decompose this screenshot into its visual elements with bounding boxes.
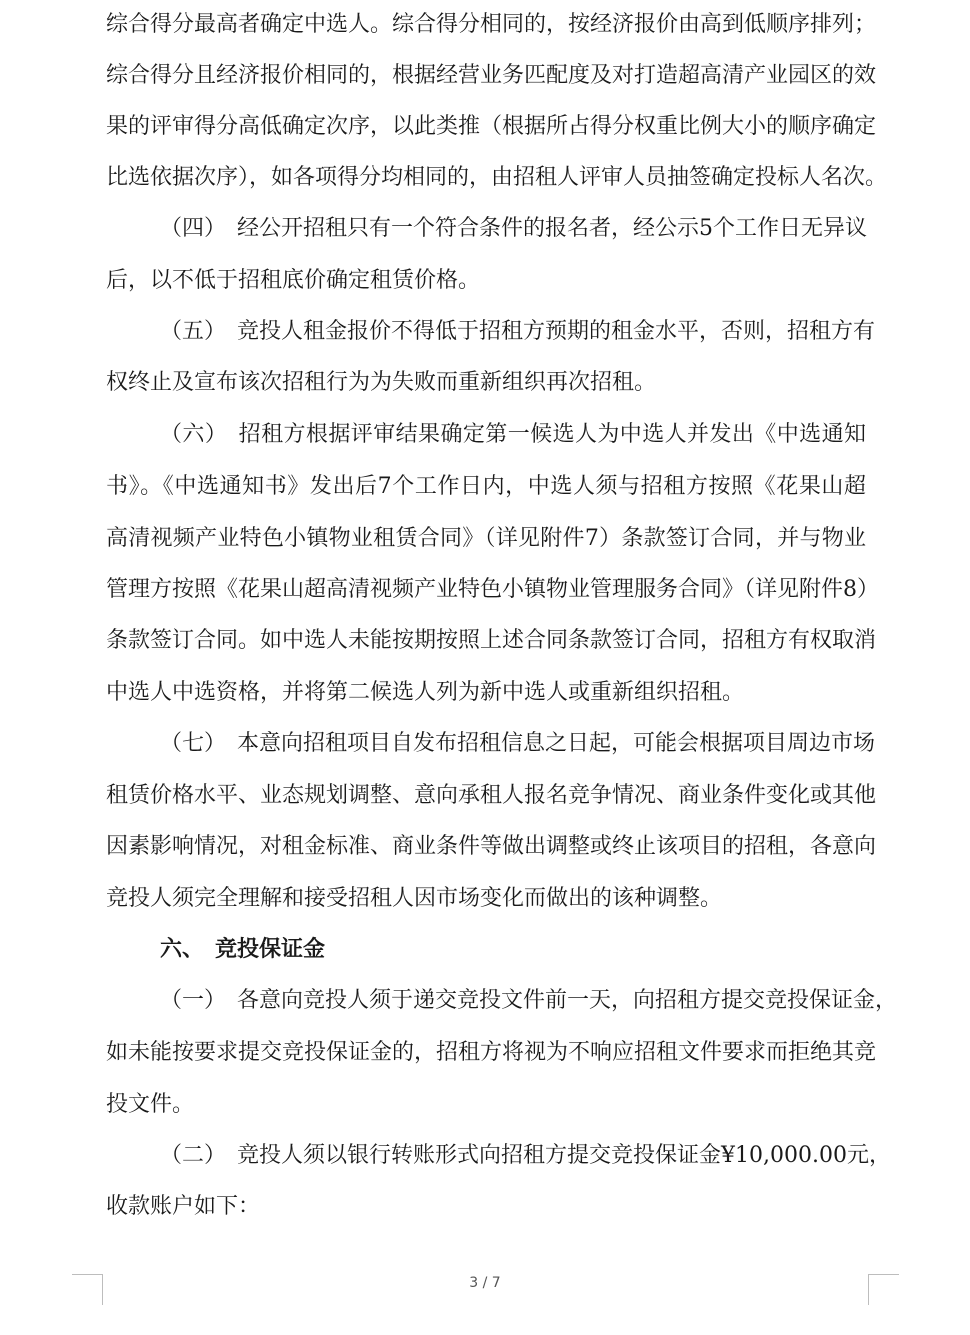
paragraph-line: 收款账户如下： xyxy=(106,1194,261,1219)
paragraph-line: 比选依据次序），如各项得分均相同的，由招租人评审人员抽签确定投标人名次。 xyxy=(106,165,888,190)
paragraph-line: 果的评审得分高低确定次序，以此类推（根据所占得分权重比例大小的顺序确定 xyxy=(106,114,877,139)
crop-mark-left xyxy=(72,1274,103,1305)
paragraph-line: 中选人中选资格，并将第二候选人列为新中选人或重新组织招租。 xyxy=(106,680,745,705)
paragraph-line: 竞投人须完全理解和接受招租人因市场变化而做出的该种调整。 xyxy=(106,886,723,911)
paragraph-line: （一） 各意向竞投人须于递交竞投文件前一天，向招租方提交竞投保证金， xyxy=(160,988,898,1013)
paragraph-line: （四） 经公开招租只有一个符合条件的报名者，经公示5个工作日无异议 xyxy=(160,216,867,241)
paragraph-line: （五） 竞投人租金报价不得低于招租方预期的租金水平，否则，招租方有 xyxy=(160,319,876,344)
paragraph-line: （七） 本意向招租项目自发布招租信息之日起，可能会根据项目周边市场 xyxy=(160,731,876,756)
paragraph-line: 综合得分最高者确定中选人。综合得分相同的，按经济报价由高到低顺序排列； xyxy=(106,12,877,37)
paragraph-line: 因素影响情况，对租金标准、商业条件等做出调整或终止该项目的招租，各意向 xyxy=(106,834,877,859)
paragraph-line: （二） 竞投人须以银行转账形式向招租方提交竞投保证金¥10,000.00元， xyxy=(160,1143,891,1168)
section-heading: 六、 竞投保证金 xyxy=(160,937,326,962)
paragraph-line: 管理方按照《花果山超高清视频产业特色小镇物业管理服务合同》（详见附件8） xyxy=(106,577,879,602)
paragraph-line: （六） 招租方根据评审结果确定第一候选人为中选人并发出《中选通知 xyxy=(160,422,866,447)
paragraph-line: 高清视频产业特色小镇物业租赁合同》（详见附件7）条款签订合同，并与物业 xyxy=(106,526,866,551)
paragraph-line: 租赁价格水平、业态规划调整、意向承租人报名竞争情况、商业条件变化或其他 xyxy=(106,783,877,808)
page-number: 3 / 7 xyxy=(469,1275,501,1291)
paragraph-line: 投文件。 xyxy=(106,1092,195,1117)
paragraph-line: 条款签订合同。如中选人未能按期按照上述合同条款签订合同，招租方有权取消 xyxy=(106,628,877,653)
paragraph-line: 书》。《中选通知书》发出后7个工作日内，中选人须与招租方按照《花果山超 xyxy=(106,474,866,499)
paragraph-line: 权终止及宣布该次招租行为为失败而重新组织再次招租。 xyxy=(106,370,657,395)
paragraph-line: 综合得分且经济报价相同的，根据经营业务匹配度及对打造超高清产业园区的效 xyxy=(106,63,877,88)
crop-mark-right xyxy=(868,1274,899,1305)
paragraph-line: 如未能按要求提交竞投保证金的，招租方将视为不响应招租文件要求而拒绝其竞 xyxy=(106,1040,877,1065)
paragraph-line: 后，以不低于招租底价确定租赁价格。 xyxy=(106,268,481,293)
